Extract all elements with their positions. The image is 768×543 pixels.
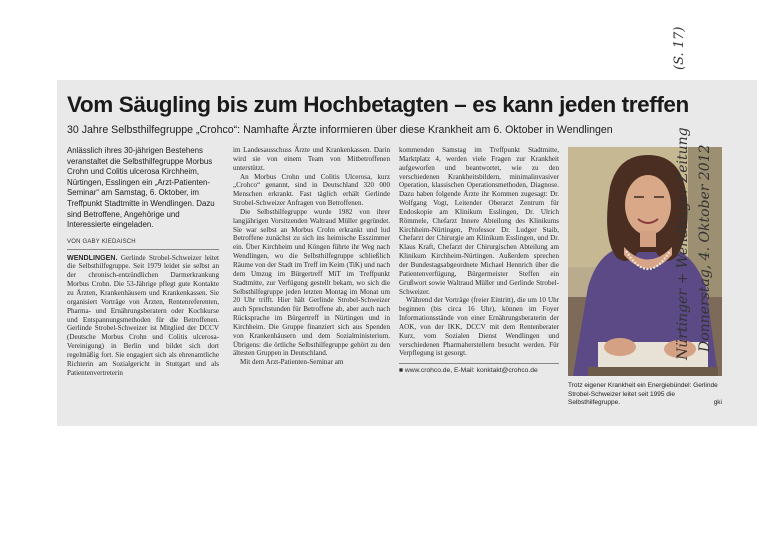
handwritten-date: Donnerstag, 4. Oktober 2012 [697,144,713,352]
handwritten-page-reference: (S. 17) [672,26,687,70]
dateline: WENDLINGEN. [67,253,118,262]
handwritten-newspaper-name: Nürtinger + Wendlinger Zeitung [675,127,691,360]
photo-caption [568,382,722,408]
article-intro: Anlässlich ihres 30-jährigen Bestehens veranstaltet die Selbsthilfegruppe Morbus Crohn und Colitis ulcerosa Kirchheim, Nürtingen, Esslingen ein „Arzt-Patienten-Seminar“ am Samstag, 6. Oktober, im Treffpunkt Stadtmitte in Wendlingen. Dazu sind Betroffene, Angehörige und Interessierte eingeladen. [67,146,215,230]
website-email-info: ■ www.crohco.de, E-Mail: konktakt@crohco.de [399,363,559,376]
article-headline: Vom Säugling bis zum Hochbetagten – es kann jeden treffen [67,92,689,117]
article-subheadline: 30 Jahre Selbsthilfegruppe „Crohco“: Namhafte Ärzte informieren über diese Krankheit am 6. Oktober in Wendlingen [67,124,613,136]
column-3-paragraph-2: Während der Vorträge (freier Eintritt), die um 10 Uhr beginnen (bis circa 16 Uhr), können im Foyer Informationsstände von einer Ernährungsberaterin der AOK, von der IKK, DCCV mit dem Rentenberater Kurz, vom Sozialen Dienst Wendlingen und verschiedenen Pharmaherstellern besucht werden. Für Verpflegung ist gesorgt. [399,296,559,358]
newspaper-clipping [57,80,757,426]
column-1-paragraph-text: Gerlinde Strobel-Schweizer leitet die Selbsthilfegruppe. Seit 1979 leidet sie selbst an der chronisch-entzündlichen Darmerkrankung Morbus Crohn. Die 53-Jährige pflegt gute Kontakte zu Ärzten, Krankenhäusern und Krankenkassen. Sie organisiert Vorträge von Ärzten, Rentenreferenten, Pharma- und Ernährungsberatern oder Kochkurse und Entspannungsmethoden für die Betroffenen. Gerlinde Strobel-Schweizer ist Mitglied der DCCV (Deutsche Morbus Crohn und Colitis ulcerosa-Vereinigung) in Berlin und bildet sich dort regelmäßig fort. Sie engagiert sich als ehrenamtliche Richterin am Sozialgericht in Stuttgart und als Patientenvertreterin [67,253,219,377]
handwritten-source-note [672,26,762,360]
article-column-1 [67,146,219,377]
column-3-paragraph-1: kommenden Samstag im Treffpunkt Stadtmitte, Marktplatz 4, werden viele Fragen zur Krankheit aufgeworfen und beantwortet, wie zu den verschiedenen Krankheitsbildern, minimalinvasiver Operation, klassischen Operationsmethoden, Diagnose. Dazu haben folgende Ärzte ihr Kommen zugesagt: Dr. Wolfgang Vogt, Leitender Oberarzt Zentrum für Endoskopie am Klinikum Esslingen, Dr. Ulrich Römmele, Chefarzt Innere Abteilung des Klinikums Kirchheim-Nürtingen, Professor Dr. Ludger Staib, Chefarzt der Chirurgie am Klinikum Esslingen, und Dr. Klaus Kraft, Chefarzt der Chirurgischen Abteilung am Klinikum Kirchheim-Nürtingen. Außerdem sprechen der Bundestagsabgeordnete Michael Hennrich über die Patientenverfügung, Bürgermeister Steffen ein Grußwort sowie Waltraud Müller und Gerlinde Strobel-Schweizer. [399,146,559,296]
photo-caption-text: Trotz eigener Krankheit ein Energiebündel: Gerlinde Strobel-Schweizer leitet seit 1995 die Selbsthilfegruppe. [568,382,718,406]
article-column-2 [233,146,390,367]
column-2-paragraph-1: im Landesausschuss Ärzte und Krankenkassen. Darin wird sie von einem Team von Mitbetroffenen unterstützt. [233,146,390,172]
column-2-paragraph-2: An Morbus Crohn und Colitis Ulcerosa, kurz „Crohco“ genannt, sind in Deutschland 320 000 Menschen erkrankt. Fast täglich erhält Gerlinde Strobel-Schweizer Anfragen von Betroffenen. [233,172,390,208]
article-column-3 [399,146,559,376]
article-author: VON GABY KIEDAISCH [67,238,219,250]
column-1-text [67,254,219,378]
column-2-paragraph-3: Die Selbsthilfegruppe wurde 1982 von ihrer langjährigen Vorsitzenden Waltraud Müller gegründet. Sie war selbst an Morbus Crohn erkrankt und lud Betroffene zunächst zu sich ins heimische Esszimmer ein. Über Kirchheim und Köngen führte ihr Weg nach Wendlingen, wo die Selbsthilfegruppe schließlich Räume von der Stadt im Treff im Keim (TiK) und nach dem Umzug im Bürgertreff MiT im Treffpunkt Stadtmitte, zur Verfügung gestellt bekam, wo sich die Selbsthilfegruppe jeden letzten Montag im Monat um 20 Uhr trifft. Hier hält Gerlinde Strobel-Schweizer auch Sprechstunden für Betroffene ab, aber auch nach Rücksprache im Bürgertreff in Nürtingen und in Kirchheim. Die Gruppe finanziert sich aus Spenden von Krankenhäusern und dem Sozialministerium. Übrigens: die örtliche Selbsthilfegruppe gehört zu den ältesten Gruppen in Deutschland. [233,207,390,358]
column-2-paragraph-4: Mit dem Arzt-Patienten-Seminar am [240,358,344,367]
photo-credit: gki [713,399,722,406]
column-1-paragraph [67,254,219,378]
